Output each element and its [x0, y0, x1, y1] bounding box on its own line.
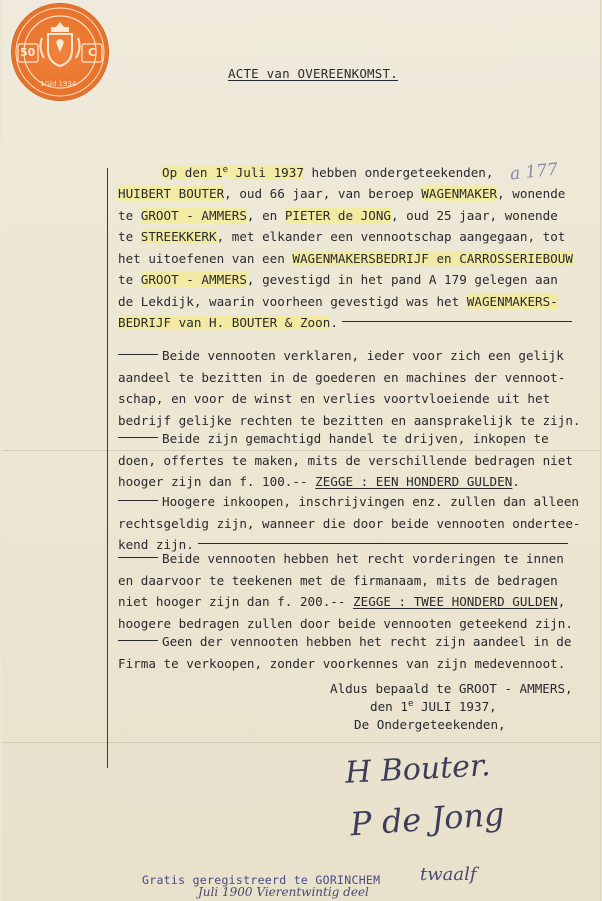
lead-rule — [118, 500, 158, 501]
paragraph-3 — [118, 428, 583, 493]
margin-line — [107, 168, 108, 768]
registration-stamp: Gratis geregistreerd te GORINCHEM — [142, 873, 381, 887]
lead-rule — [118, 640, 158, 641]
p1-line-7 — [118, 291, 583, 313]
text: hoogere bedragen zullen door beide vennooten geteekend zijn. — [118, 615, 573, 631]
revenue-stamp — [12, 4, 108, 100]
text: te — [118, 229, 141, 244]
text: doen, offertes te maken, mits de verschillende bedragen niet — [118, 452, 573, 468]
p1-line-8 — [118, 312, 583, 334]
text: , met elkander een vennootschap aangegaan, tot — [216, 229, 566, 244]
text: aandeel te bezitten in de goederen en machines der vennoot- — [118, 369, 566, 385]
text: GROOT - AMMERS — [140, 272, 247, 287]
text: HUIBERT BOUTER — [118, 186, 225, 201]
text: , oud 25 jaar, wonende — [390, 207, 558, 223]
text: e — [222, 164, 229, 175]
text: , — [557, 594, 566, 609]
text: hebben ondergeteekenden, — [303, 165, 494, 180]
p1-line-2 — [118, 183, 583, 205]
text: PIETER de JONG — [284, 207, 391, 223]
signature-p-de-jong: P de Jong — [348, 794, 506, 844]
text: kend zijn. — [118, 537, 194, 552]
paper-fold — [2, 742, 600, 743]
registration-handwriting-2: Juli 1900 Vierentwintig deel — [198, 885, 369, 899]
closing-place: Aldus bepaald te GROOT - AMMERS, — [330, 681, 573, 696]
fill-rule — [198, 543, 568, 544]
paragraph-1-body — [118, 183, 583, 334]
text: Juli 1937 — [228, 165, 304, 180]
text: . — [330, 315, 338, 330]
text: niet hooger zijn dan f. 200.-- — [118, 594, 354, 609]
text: ZEGGE : TWEE HONDERD GULDEN — [353, 594, 558, 609]
closing-date — [330, 698, 573, 716]
p1-line-6 — [118, 269, 583, 291]
text: Firma te verkoopen, zonder voorkennes van zijn medevennoot. — [118, 655, 566, 671]
text: Hoogere inkoopen, inschrijvingen enz. zullen dan alleen — [162, 494, 580, 509]
text: hooger zijn dan f. 100.-- — [118, 474, 316, 489]
paragraph-5 — [118, 548, 583, 634]
text: , gevestigd in het pand A 179 gelegen aan — [246, 272, 558, 287]
text: bedrijf gelijke rechten te bezitten en aansprakelijk te zijn. — [118, 412, 581, 428]
text: te — [118, 272, 141, 287]
p1-line-1 — [162, 159, 602, 185]
paragraph-4 — [118, 491, 583, 556]
text: Op den — [162, 165, 216, 180]
text: GROOT - AMMERS — [140, 207, 247, 223]
text: 1 — [215, 165, 223, 180]
closing-block — [330, 680, 573, 734]
text: BEDRIJF van H. BOUTER & Zoon — [118, 315, 331, 330]
text: WAGENMAKERS- — [466, 293, 558, 309]
text: rechtsgeldig zijn, wanneer die door beide vennooten ondertee- — [118, 515, 581, 531]
text: de Lekdijk, waarin voorheen gevestigd was het — [118, 293, 467, 309]
text: WAGENMAKERSBEDRIJF en CARROSSERIEBOUW — [292, 250, 573, 266]
text: , wonende — [497, 186, 566, 201]
text: Beide zijn gemachtigd handel te drijven, inkopen te — [162, 431, 549, 446]
paragraph-6 — [118, 631, 583, 674]
p1-line-4 — [118, 226, 583, 248]
text: , en — [246, 207, 285, 223]
text: en daarvoor te teekenen met de firmanaam, mits de bedragen — [118, 572, 558, 588]
text: het uitoefenen van een — [118, 250, 293, 266]
document-title: ACTE van OVEREENKOMST. — [228, 66, 398, 81]
text: Geen der vennooten hebben het recht zijn aandeel in de — [162, 634, 572, 649]
lead-rule — [118, 437, 158, 438]
margin-note: a 177 — [509, 159, 559, 185]
paragraph-1 — [162, 159, 602, 185]
lead-rule — [118, 354, 158, 355]
text: WAGENMAKER — [421, 186, 498, 201]
p1-line-5 — [118, 248, 583, 270]
text: STREEKKERK — [140, 229, 217, 244]
closing-signatories-label: De Ondergeteekenden, — [354, 717, 506, 732]
text: schap, en voor de winst en verlies voortvloeiende uit het — [118, 391, 551, 406]
text: den — [370, 699, 401, 714]
text: Beide vennooten verklaren, ieder voor zich een gelijk — [162, 348, 564, 363]
text: Beide vennooten hebben het recht vorderingen te innen — [162, 551, 564, 566]
text: te — [118, 207, 141, 223]
text: JULI 1937, — [413, 699, 497, 714]
stamp-value-right: C — [88, 46, 97, 59]
stamp-value-left: 50 — [20, 46, 36, 59]
text: , oud 66 jaar, van beroep — [224, 186, 422, 201]
lead-rule — [118, 557, 158, 558]
p1-line-3 — [118, 205, 583, 227]
text: ZEGGE : EEN HONDERD GULDEN — [315, 474, 513, 489]
fill-rule — [342, 321, 572, 322]
registration-handwriting-1: twaalf — [420, 864, 477, 885]
text: 1 — [400, 699, 408, 714]
text: e — [407, 698, 414, 709]
stamp-year-text: 1Gld 1934 — [40, 80, 77, 88]
paragraph-2 — [118, 345, 583, 431]
signature-h-bouter: H Bouter. — [344, 748, 492, 791]
text: . — [512, 474, 520, 489]
